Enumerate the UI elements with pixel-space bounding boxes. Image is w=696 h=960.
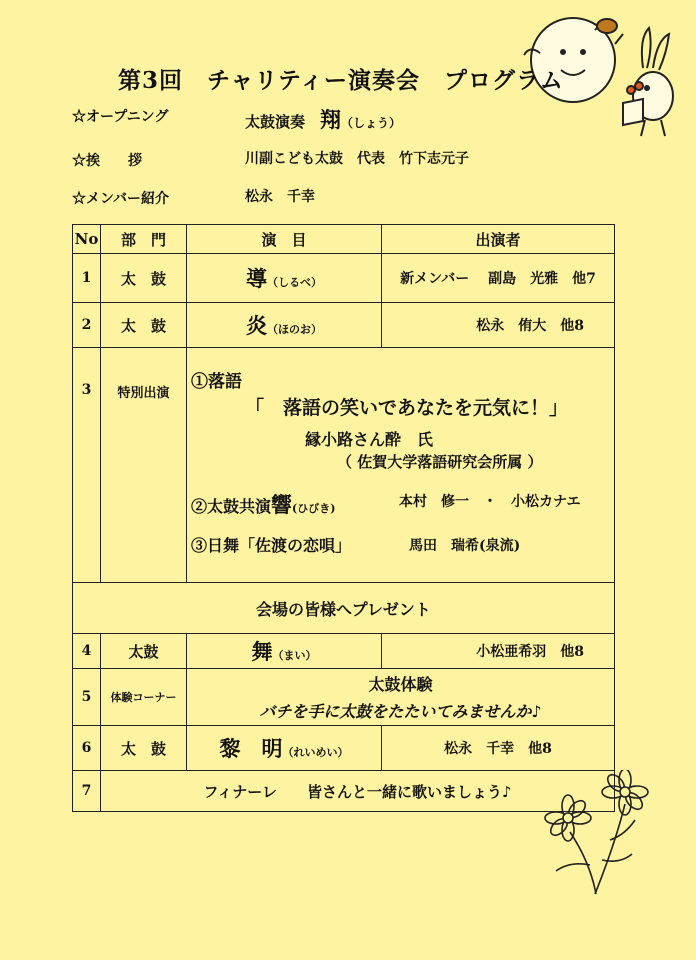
row-title <box>187 726 382 771</box>
special-item1-label: ①落語 <box>191 372 242 392</box>
row-title-main: 舞 <box>251 639 273 664</box>
special-item2-label: ②太鼓共演 <box>191 497 272 516</box>
opening-main-big: 翔 <box>320 107 342 132</box>
row-no: 2 <box>73 303 101 348</box>
row-title <box>187 254 382 303</box>
row-title-sub: （まい） <box>272 649 317 662</box>
member-intro-value: 松永 千幸 <box>245 189 315 205</box>
greeting-value: 川副こども太鼓 代表 竹下志元子 <box>245 151 469 167</box>
greeting-label: ☆挨 拶 <box>72 153 142 169</box>
row-category: 太 鼓 <box>101 254 187 303</box>
special-item2-title-sub: (ひびき) <box>292 502 336 515</box>
finale-text: フィナーレ 皆さんと一緒に歌いましょう♪ <box>101 771 615 812</box>
row-category: 体験コーナー <box>101 669 187 726</box>
table-row <box>73 726 615 771</box>
row-no: 1 <box>73 254 101 303</box>
row-title <box>187 634 382 669</box>
header-title: 演 目 <box>187 225 382 254</box>
special-item2-performers: 本村 修一 ・ 小松カナエ <box>399 494 581 510</box>
special-item2 <box>191 489 335 519</box>
special-item3-performer: 馬田 瑞希(泉流) <box>409 538 521 554</box>
row-no: 7 <box>73 771 101 812</box>
row-category: 太 鼓 <box>101 726 187 771</box>
special-item3-label: ③日舞「佐渡の恋唄」 <box>191 536 352 555</box>
page-title: 第3回 チャリティー演奏会 プログラム <box>118 67 564 94</box>
special-item1-performer: 縁小路さん酔 氏 <box>305 430 434 449</box>
opening-sub: （しょう） <box>341 116 402 130</box>
header-performer: 出演者 <box>382 225 615 254</box>
experience-description: バチを手に太鼓をたたいてみませんか♪ <box>259 702 542 721</box>
special-item1-title: 「 落語の笑いであなたを元気に！」 <box>245 397 569 419</box>
table-row <box>73 303 615 348</box>
experience-title: 太鼓体験 <box>368 675 433 694</box>
table-row <box>73 634 615 669</box>
row-performer: 小松亜希羽 他8 <box>382 634 615 669</box>
row-title-sub: （ほのお） <box>267 323 322 336</box>
row-performer: 新メンバー 副島 光雅 他7 <box>382 254 615 303</box>
row-performer: 松永 侑大 他8 <box>382 303 615 348</box>
table-row <box>73 669 615 726</box>
opening-main: 太鼓演奏 <box>245 113 321 131</box>
row-no: 6 <box>73 726 101 771</box>
row-title-sub: （れいめい） <box>282 746 349 759</box>
row-title-main: 炎 <box>246 313 267 338</box>
row-no: 5 <box>73 669 101 726</box>
row-title <box>187 303 382 348</box>
special-performance-cell <box>187 348 615 583</box>
row-title-main: 黎 明 <box>219 736 283 761</box>
header-no: No <box>73 225 101 254</box>
opening-value <box>245 104 401 134</box>
header-category: 部 門 <box>101 225 187 254</box>
row-category: 太鼓 <box>101 634 187 669</box>
experience-cell <box>187 669 615 726</box>
opening-label: ☆オープニング <box>72 109 169 125</box>
program-table <box>72 224 615 812</box>
member-intro-label: ☆メンバー紹介 <box>72 191 170 207</box>
table-header-row <box>73 225 615 254</box>
row-title-sub: （しるべ） <box>267 276 322 289</box>
present-row <box>73 583 615 634</box>
row-performer: 松永 千幸 他8 <box>382 726 615 771</box>
row-category: 特別出演 <box>101 348 187 583</box>
row-no: 4 <box>73 634 101 669</box>
row-category: 太 鼓 <box>101 303 187 348</box>
row-title-main: 導 <box>246 266 267 291</box>
row-no: 3 <box>73 348 101 583</box>
flower-illustration <box>530 770 655 900</box>
table-row <box>73 254 615 303</box>
table-row-special <box>73 348 615 583</box>
present-text: 会場の皆様へプレゼント <box>73 583 615 634</box>
special-item1-affiliation: （ 佐賀大学落語研究会所属 ） <box>337 453 543 471</box>
special-item2-title: 響 <box>271 492 293 517</box>
